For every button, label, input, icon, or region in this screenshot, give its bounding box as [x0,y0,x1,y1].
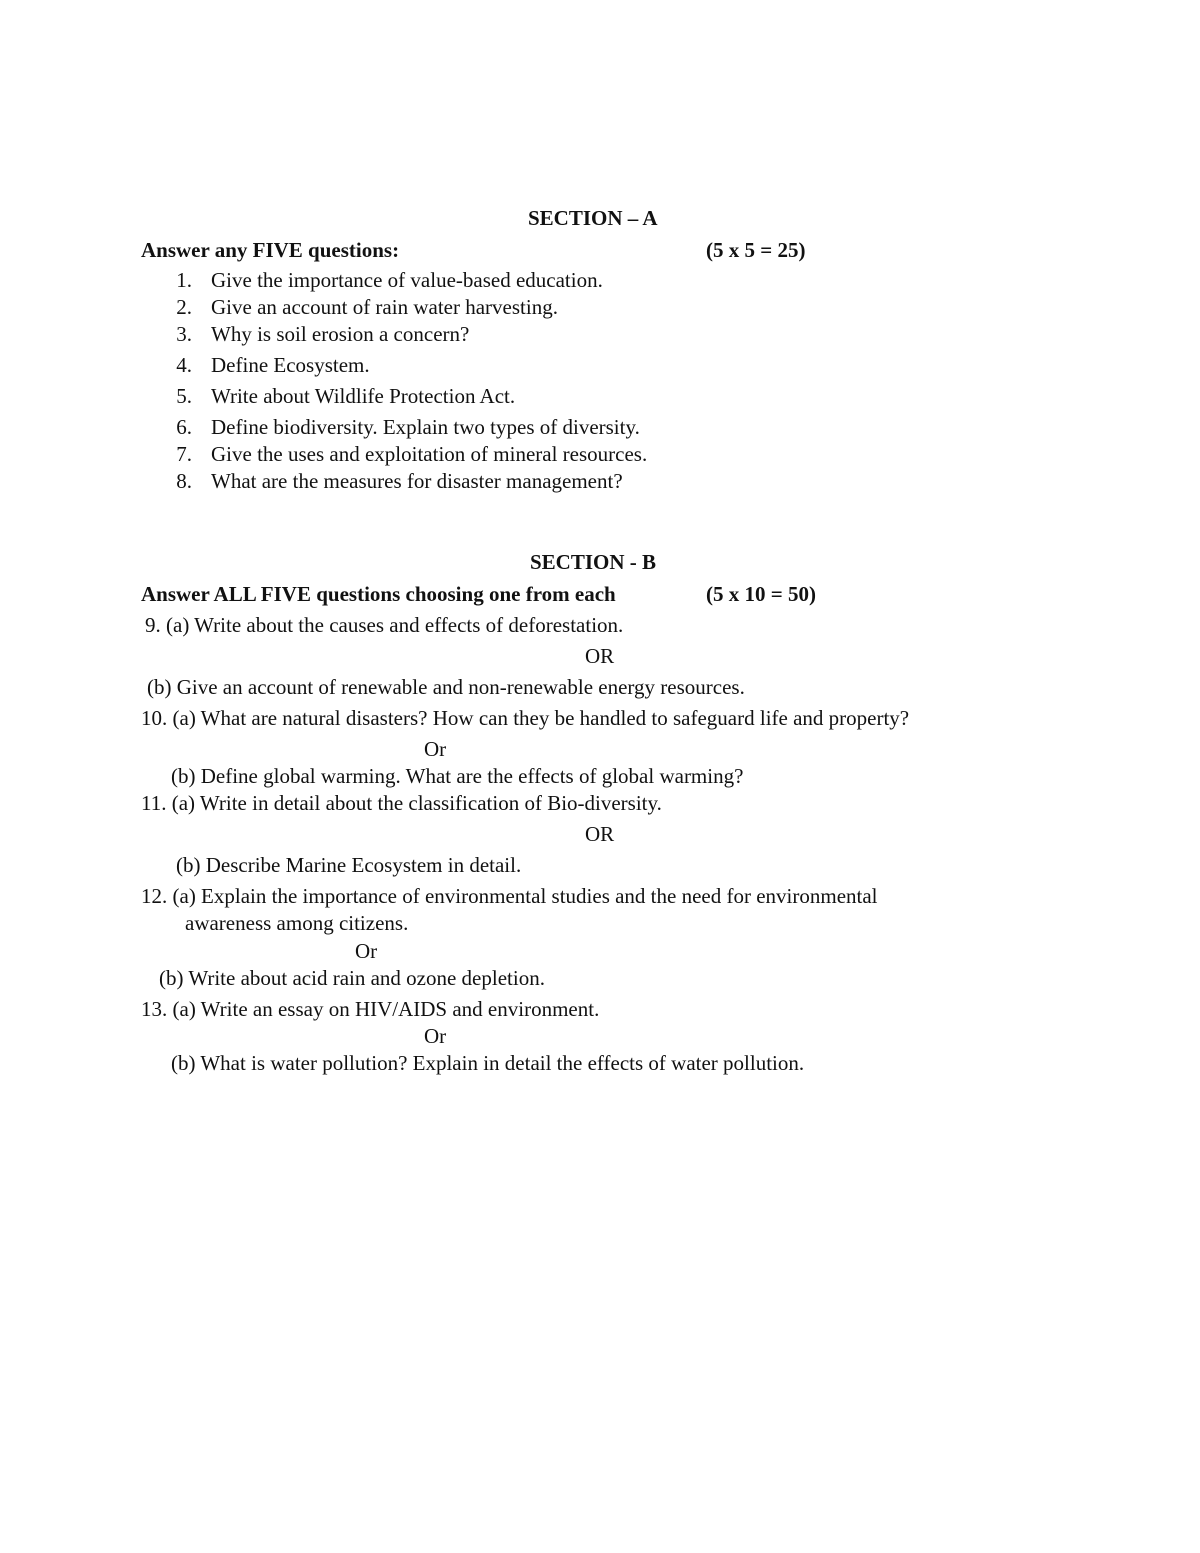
section-a-instruction: Answer any FIVE questions: [141,238,400,262]
or-separator: Or [424,737,447,761]
question-12-option-a-continued: awareness among citizens. [185,911,409,935]
question-number: 6. [176,415,192,439]
section-b-marks: (5 x 10 = 50) [706,582,816,606]
question-text: Why is soil erosion a concern? [211,322,470,346]
question-number: 4. [176,353,192,377]
section-b-instruction: Answer ALL FIVE questions choosing one from each [141,582,616,606]
question-9-option-b: (b) Give an account of renewable and non-renewable energy resources. [147,675,745,699]
question-11-option-b: (b) Describe Marine Ecosystem in detail. [176,853,522,877]
section-b-heading: SECTION - B [530,550,657,574]
or-separator: Or [424,1024,447,1048]
question-text: Give the uses and exploitation of mineral resources. [211,442,648,466]
question-text: Write about Wildlife Protection Act. [211,384,516,408]
section-a-heading: SECTION – A [528,206,658,230]
or-separator: Or [355,939,378,963]
question-text: Give an account of rain water harvesting. [211,295,558,319]
question-10-option-b: (b) Define global warming. What are the effects of global warming? [171,764,744,788]
question-text: What are the measures for disaster management? [211,469,623,493]
or-separator: OR [585,644,615,668]
question-10-option-a: 10. (a) What are natural disasters? How can they be handled to safeguard life and property? [141,706,910,730]
question-12-option-a: 12. (a) Explain the importance of environmental studies and the need for environmental [141,884,878,908]
question-number: 3. [176,322,192,346]
question-text: Give the importance of value-based education. [211,268,603,292]
question-9-option-a: 9. (a) Write about the causes and effects of deforestation. [145,613,624,637]
question-number: 7. [176,442,192,466]
or-separator: OR [585,822,615,846]
question-text: Define biodiversity. Explain two types of diversity. [211,415,640,439]
question-number: 1. [176,268,192,292]
question-12-option-b: (b) Write about acid rain and ozone depletion. [159,966,545,990]
question-13-option-a: 13. (a) Write an essay on HIV/AIDS and environment. [141,997,600,1021]
section-a-marks: (5 x 5 = 25) [706,238,806,262]
question-11-option-a: 11. (a) Write in detail about the classification of Bio-diversity. [141,791,662,815]
question-number: 2. [176,295,192,319]
question-text: Define Ecosystem. [211,353,370,377]
question-number: 5. [176,384,192,408]
question-number: 8. [176,469,192,493]
question-13-option-b: (b) What is water pollution? Explain in detail the effects of water pollution. [171,1051,805,1075]
